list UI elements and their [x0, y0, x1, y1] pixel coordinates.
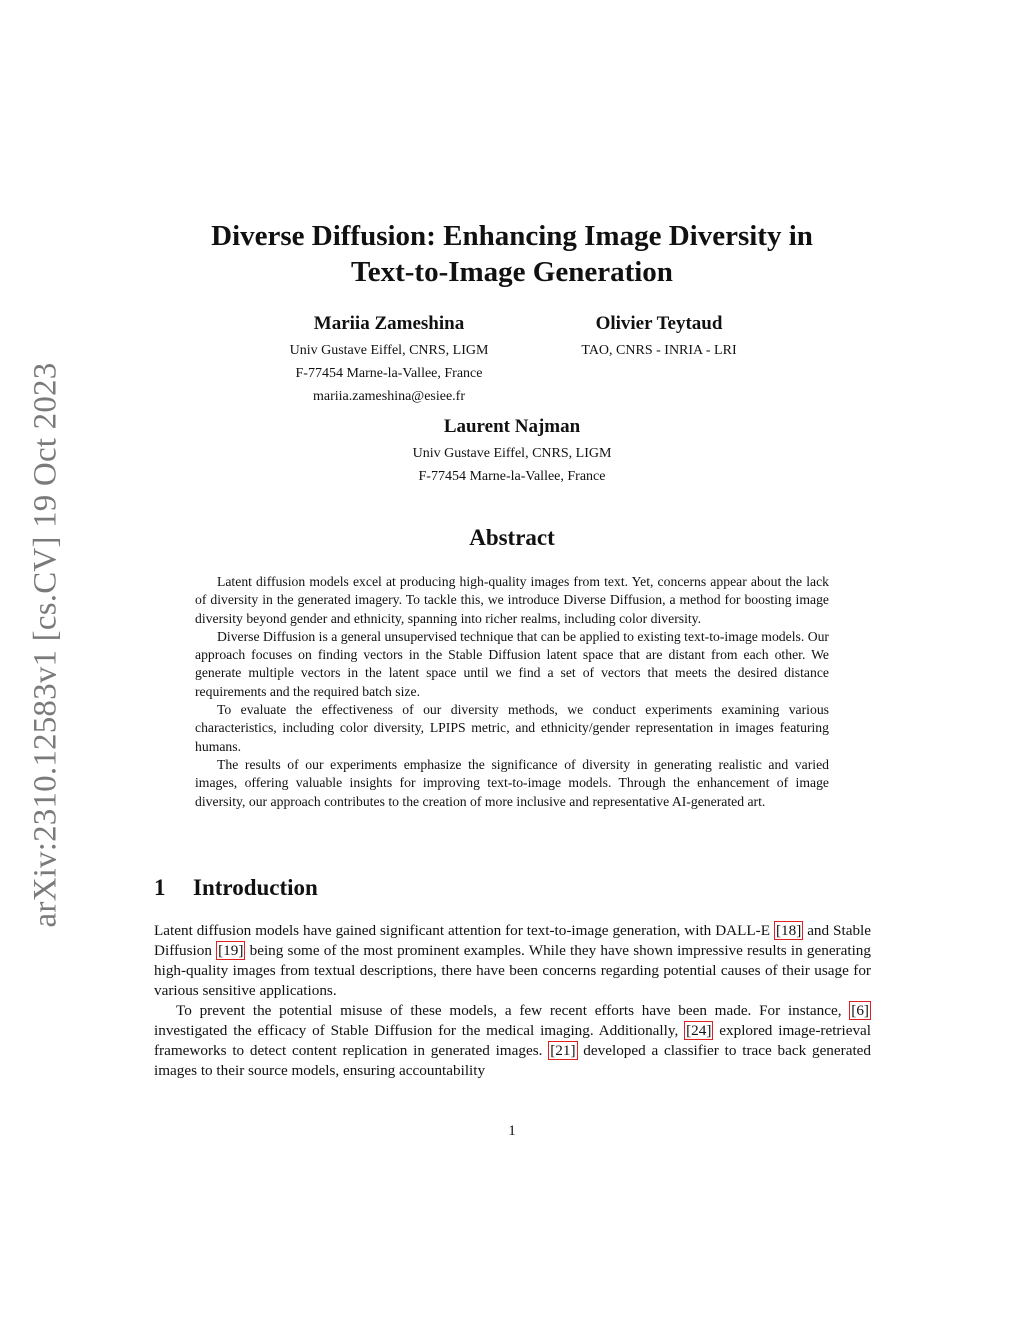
section-number: 1: [154, 875, 166, 900]
citation-link-24[interactable]: [24]: [686, 1022, 712, 1039]
title-line-1: Diverse Diffusion: Enhancing Image Diversity in: [211, 220, 813, 252]
text-run: Latent diffusion models have gained significant attention for text-to-image generation, with DALL-E: [154, 922, 774, 939]
abstract-paragraph: The results of our experiments emphasize the significance of diversity in generating realistic and varied images, offering valuable insights for improving text-to-image models. Through the enhancement of image diversity, our approach contributes to the creation of more inclusive and representative AI-generated art.: [195, 756, 829, 809]
author-block-3: [372, 414, 652, 488]
abstract-paragraph: To evaluate the effectiveness of our diversity methods, we conduct experiments examining various characteristics, including color diversity, LPIPS metric, and ethnicity/gender representation in images featuring humans.: [195, 702, 829, 754]
author-block-2: [540, 311, 778, 362]
text-run: To prevent the potential misuse of these models, a few recent efforts have been made. For instance,: [176, 1002, 850, 1019]
author-address: F-77454 Marne-la-Vallee, France: [418, 469, 606, 484]
text-run: developed a classifier to trace back generated images to their source models, ensuring accountability: [154, 1042, 871, 1079]
abstract-paragraph: Diverse Diffusion is a general unsupervised technique that can be applied to existing text-to-image models. Our approach focuses on finding vectors in the Stable Diffusion latent space that are distant from each other. We generate multiple vectors in the latent space until we find a set of vectors that meets the desired distance requirements and the required batch size.: [195, 628, 829, 699]
author-affiliation: TAO, CNRS - INRIA - LRI: [581, 343, 737, 358]
citation-link-18[interactable]: [18]: [775, 922, 802, 939]
text-run: being some of the most prominent examples. While they have shown impressive results in generating high-quality images from textual descriptions, there have been concerns regarding potential causes of their usage for various sensitive applications.: [154, 942, 871, 999]
text-run: and Stable Diffusion: [154, 922, 872, 959]
citation-link-6[interactable]: [6]: [851, 1002, 869, 1019]
page-number: 1: [508, 1123, 516, 1139]
intro-paragraph-1: [154, 921, 871, 1001]
citation-link-21[interactable]: [21]: [550, 1042, 576, 1059]
abstract-body: [195, 573, 829, 811]
citation-link-19[interactable]: [19]: [218, 942, 244, 959]
intro-paragraph-2: [154, 1001, 871, 1081]
author-block-1: [250, 311, 528, 408]
arxiv-identifier-stamp: arXiv:2310.12583v1 [cs.CV] 19 Oct 2023: [27, 362, 64, 928]
introduction-body: [154, 921, 871, 1081]
author-name: Laurent Najman: [443, 416, 581, 437]
paper-title: [140, 218, 884, 290]
author-name: Mariia Zameshina: [313, 313, 465, 334]
text-run: explored image-retrieval frameworks to detect content replication in generated images.: [154, 1022, 872, 1059]
abstract-heading: Abstract: [469, 525, 555, 550]
author-affiliation: Univ Gustave Eiffel, CNRS, LIGM: [289, 343, 489, 358]
text-run: investigated the efficacy of Stable Diffusion for the medical imaging. Additionally,: [154, 1022, 685, 1039]
section-title: Introduction: [193, 875, 318, 900]
author-affiliation: Univ Gustave Eiffel, CNRS, LIGM: [412, 446, 612, 461]
section-heading-introduction: [154, 875, 318, 901]
title-line-2: Text-to-Image Generation: [351, 256, 673, 288]
author-name: Olivier Teytaud: [595, 313, 723, 334]
author-address: F-77454 Marne-la-Vallee, France: [295, 366, 483, 381]
abstract-paragraph: Latent diffusion models excel at producing high-quality images from text. Yet, concerns appear about the lack of diversity in the generated imagery. To tackle this, we introduce Diverse Diffusion, a method for boosting image diversity beyond gender and ethnicity, spanning into richer realms, including color diversity.: [195, 574, 829, 626]
author-email: mariia.zameshina@esiee.fr: [312, 389, 466, 404]
